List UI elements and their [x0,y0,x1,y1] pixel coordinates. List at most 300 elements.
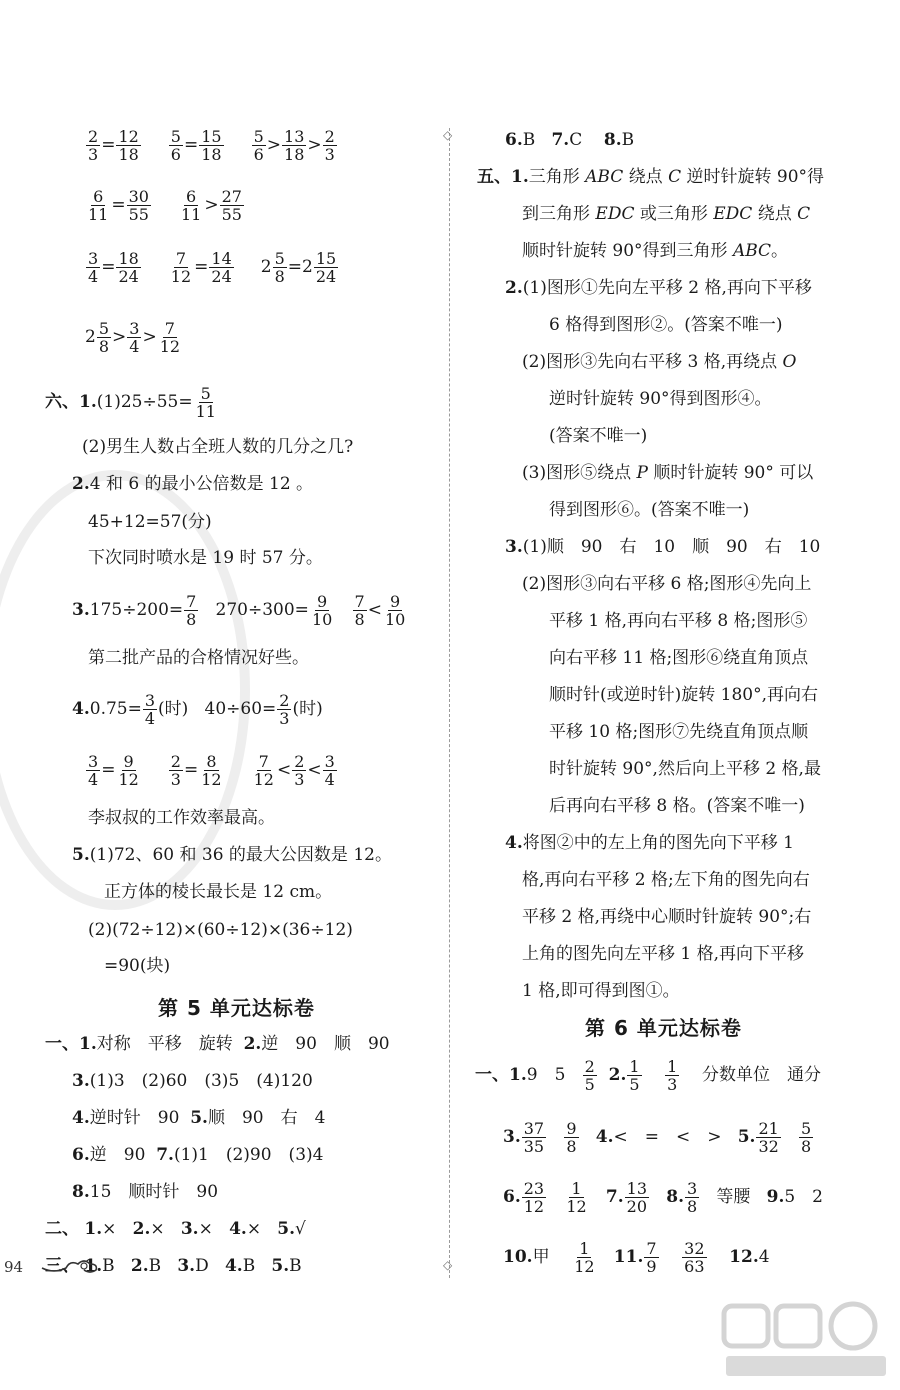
question-number: 5. [72,845,90,865]
question-number: 8. [72,1182,90,1202]
denominator: 4 [144,709,156,728]
s6-q4-line [72,692,323,727]
numerator: 15 [201,127,222,146]
denominator: 24 [211,267,232,286]
s5-q2-1a [505,276,812,300]
s6-q5-line [72,843,392,867]
question-number: 7. [551,130,570,150]
fraction [665,1058,679,1093]
numerator: 3 [144,691,156,710]
denominator: 4 [129,337,140,356]
s5-q3-2-line: 顺时针(或逆时针)旋转 180°,再向右 [549,685,819,705]
fraction [522,1120,546,1155]
fraction-expr [168,249,235,286]
u6-row-1 [475,1058,821,1093]
answer: 甲 [532,1247,550,1267]
numerator: 30 [128,187,149,206]
answer: B [102,1256,115,1276]
fraction-expr [178,187,245,224]
numerator: 5 [98,319,110,338]
numerator: 23 [523,1179,545,1198]
fraction [209,250,233,285]
question-number: 9. [766,1187,785,1207]
comparison-op: > [204,195,219,215]
cloud-ornament-icon [40,1254,103,1276]
numerator: 32 [684,1239,705,1258]
fraction [97,320,111,355]
comparison-op: = [101,135,116,155]
expr: 270÷300= [215,600,309,620]
section-label: 五、1. [477,167,529,187]
s5-q4-line: 平移 2 格,再绕中心顺时针旋转 90°;右 [522,907,812,927]
answer: × [102,1219,117,1239]
fraction [199,753,223,788]
answer: 等腰 [716,1187,751,1207]
numerator: 13 [626,1179,648,1198]
s5-q3-2-line: 平移 1 格,再向右平移 8 格;图形⑤ [549,611,808,631]
question-number: 3. [503,1127,521,1147]
numerator: 7 [175,249,187,268]
numerator: 21 [758,1119,779,1138]
denominator: 12 [118,770,139,789]
s6-q3-answer: 第二批产品的合格情况好些。 [88,648,309,668]
math-var: C [668,167,682,187]
question-number: 5. [190,1108,208,1128]
s6-q2-calc: 45+12=57(分) [88,512,212,532]
answer: 5 2 [784,1187,823,1207]
fraction [127,188,151,223]
fraction [310,593,334,628]
numerator: 27 [221,187,242,206]
fraction [252,128,266,163]
fraction [169,753,183,788]
numerator: 1 [571,1179,582,1198]
expr: 175÷200= [89,600,184,620]
numerator: 5 [170,127,181,146]
s5-q3-2-line: 后再向右平移 8 格。(答案不唯一) [549,796,805,816]
fraction [572,1240,596,1275]
fraction [116,250,140,285]
answer: B [148,1256,162,1276]
fraction-expr [251,127,338,164]
s5-q4-line: 1 格,即可得到图①。 [522,981,680,1001]
question-number: 4. [72,1108,90,1128]
fraction [158,320,182,355]
answer: < = < > [613,1127,722,1147]
fraction [682,1240,706,1275]
u5-line-3 [72,1106,325,1130]
s5-q2-1b: 6 格得到图形②。(答案不唯一) [549,315,783,335]
s6-q5-2: (2)(72÷12)×(60÷12)×(36÷12) [88,920,353,940]
numerator: 8 [206,752,217,771]
fraction-expr [168,752,225,789]
denominator: 12 [566,1197,587,1216]
section-label: 六、1. [45,392,97,412]
denominator: 20 [626,1197,648,1216]
fraction [194,385,218,420]
fraction [179,188,203,223]
question-number: 8. [603,130,622,150]
unit: (时) [292,699,323,719]
question-number: 3. [72,600,90,620]
text: 绕点 [623,167,669,187]
denominator: 55 [221,205,242,224]
math-var: ABC [585,167,624,187]
fraction-row-4 [85,320,209,355]
u5-line-2 [72,1069,313,1093]
text: 绕点 [752,204,798,224]
u5-line-5 [72,1180,218,1204]
text: 。 [771,241,789,261]
denominator: 6 [170,145,181,164]
text: 到三角形 [522,204,596,224]
r-line-678 [505,128,634,152]
numerator: 15 [315,249,337,268]
numerator: 13 [284,127,305,146]
comparison-op: = [111,195,126,215]
s5-q1-line-b [522,202,810,226]
denominator: 8 [354,610,365,629]
fraction [116,128,140,163]
s5-q1-line-c [522,239,788,263]
fraction-expr [260,249,339,286]
unit5-title: 第 5 单元达标卷 [158,996,315,1020]
question-number: 1. [84,1219,103,1239]
denominator: 8 [566,1137,577,1156]
question-number: 3. [72,1071,90,1091]
question-number: 12. [729,1247,759,1267]
numerator: 5 [253,127,264,146]
answer: B [621,130,635,150]
question-number: 2. [72,474,90,494]
answer: 对称 平移 旋转 [96,1034,233,1054]
answer: 逆时针 90 [89,1108,180,1128]
numerator: 7 [646,1239,657,1258]
comparison-op: = [183,760,199,780]
page-number: 94 [4,1258,24,1276]
u5-line-4 [72,1143,323,1167]
s5-q4-line: 格,再向右平移 2 格;左下角的图先向右 [522,870,810,890]
answer: 顺 90 右 4 [207,1108,326,1128]
question-number: 4. [229,1219,247,1239]
denominator: 8 [801,1137,812,1156]
question-number: 6. [503,1187,521,1207]
denominator: 55 [128,205,149,224]
denominator: 4 [88,267,99,286]
denominator: 11 [180,205,202,224]
question-number: 5. [271,1256,290,1276]
s5-q1-line-a [477,165,824,189]
numerator: 18 [118,249,139,268]
answer: (1)1 (2)90 (3)4 [173,1145,324,1165]
denominator: 5 [629,1075,640,1094]
fraction-expr [251,752,338,789]
section-label: 一、1. [475,1065,527,1085]
question-number: 2. [130,1256,149,1276]
math-var: P [636,463,648,483]
numerator: 6 [93,187,104,206]
denominator: 63 [684,1257,705,1276]
text: 顺时针旋转 90° 可以 [647,463,814,483]
s5-q3-2-line: 时针旋转 90°,然后向上平移 2 格,最 [549,759,821,779]
numerator: 2 [324,127,335,146]
s6-q1-expr: (1)25÷55= [96,392,193,412]
s6-q4-fraction-row [85,753,364,788]
question-number: 3. [177,1256,196,1276]
expr: 40÷60= [204,699,277,719]
answer: B [242,1256,256,1276]
denominator: 12 [574,1257,595,1276]
text: (3)图形⑤绕点 [522,463,637,483]
fraction [169,250,193,285]
math-var: O [782,352,797,372]
unit: (时) [158,699,189,719]
fraction [220,188,244,223]
fraction [143,692,157,727]
denominator: 3 [170,770,181,789]
fraction [169,128,183,163]
u6-row-2 [503,1120,814,1155]
fraction [184,593,198,628]
numerator: 1 [579,1239,590,1258]
numerator: 37 [523,1119,545,1138]
fraction [314,250,338,285]
denominator: 24 [315,267,337,286]
fraction [627,1058,641,1093]
numerator: 7 [164,319,175,338]
text: 顺时针旋转 90°得到三角形 [522,241,733,261]
answer: (1)3 (2)60 (3)5 (4)120 [89,1071,313,1091]
comparison-op: > [112,327,127,347]
s5-q3-1 [505,535,820,559]
fraction [353,593,367,628]
text: 将图②中的左上角的图先向下平移 1 [522,833,794,853]
fraction [199,128,223,163]
question-number: 1. [84,1256,103,1276]
fraction [277,692,291,727]
s6-q3-line [72,593,408,628]
whole-part: 2 [85,327,96,347]
numerator: 2 [88,127,99,146]
question-number: 10. [503,1247,533,1267]
section-label: 一、1. [45,1034,97,1054]
u5-line-1 [45,1032,390,1056]
comparison-op: > [307,135,322,155]
numerator: 7 [258,752,269,771]
answer: × [246,1219,262,1239]
fraction [564,1180,588,1215]
fraction [323,753,337,788]
s5-q3-2-line: 向右平移 11 格;图形⑥绕直角顶点 [549,648,809,668]
denominator: 35 [523,1137,545,1156]
numerator: 3 [129,319,140,338]
denominator: 8 [186,610,197,629]
u6-row-3 [503,1180,823,1215]
denominator: 12 [201,770,222,789]
text: (2)图形③先向右平移 3 格,再绕点 [522,352,783,372]
s5-q2-3b: 得到图形⑥。(答案不唯一) [549,500,750,520]
fraction-expr [85,752,142,789]
question-number: 2. [505,278,523,298]
math-var: ABC [732,241,772,261]
fraction-expr [85,249,142,286]
s6-q5-1b: 正方体的棱长最长是 12 cm。 [104,882,333,902]
u5-section-2 [45,1217,306,1241]
s5-q2-2b: 逆时针旋转 90°得到图形④。 [549,389,772,409]
denominator: 10 [384,610,406,629]
comparison-op: < [276,760,292,780]
denominator: 18 [201,145,222,164]
text: 三角形 [528,167,586,187]
answer: 4 [758,1247,770,1267]
text: (1)顺 90 右 10 顺 90 右 10 [522,537,821,557]
denominator: 8 [686,1197,698,1216]
denominator: 32 [758,1137,779,1156]
denominator: 5 [584,1075,595,1094]
numerator: 5 [801,1119,812,1138]
fraction [86,188,110,223]
text: (1)图形①先向左平移 2 格,再向下平移 [522,278,812,298]
fraction [583,1058,597,1093]
fraction-row-3 [85,250,365,285]
numerator: 2 [279,691,290,710]
fraction-expr [85,187,152,224]
s6-q4-answer: 李叔叔的工作效率最高。 [88,808,275,828]
denominator: 4 [88,770,99,789]
numerator: 7 [354,592,365,611]
whole-part: 2 [260,257,272,277]
fraction-expr [85,127,142,164]
numerator: 1 [629,1057,640,1076]
question-number: 2. [243,1034,262,1054]
numerator: 3 [686,1179,698,1198]
numerator: 9 [390,592,401,611]
denominator: 24 [118,267,139,286]
numerator: 2 [294,752,305,771]
answer: B [289,1256,302,1276]
question-number: 3. [505,537,523,557]
s5-q3-2-line: 平移 10 格;图形⑦先绕直角顶点顺 [549,722,809,742]
question-number: 4. [595,1127,614,1147]
comparison-op: = [101,257,116,277]
s6-q2-answer: 下次同时喷水是 19 时 57 分。 [88,548,323,568]
denominator: 6 [253,145,264,164]
comparison-op: > [266,135,282,155]
fraction [522,1180,546,1215]
fraction [292,753,306,788]
numerator: 3 [88,249,99,268]
numerator: 9 [566,1119,577,1138]
numerator: 9 [317,592,328,611]
fraction [383,593,407,628]
comparison-op: = [194,257,209,277]
text: 或三角形 [634,204,714,224]
question-number: 8. [666,1187,684,1207]
denominator: 8 [98,337,110,356]
s5-q2-3a [522,461,813,485]
comparison-op: > [142,327,157,347]
fraction [127,320,141,355]
fraction [756,1120,780,1155]
denominator: 12 [253,770,274,789]
numerator: 2 [170,752,181,771]
fraction [273,250,287,285]
question-number: 2. [132,1219,151,1239]
section-label: 二、 [45,1219,79,1239]
numerator: 3 [324,752,335,771]
comparison-op: =2 [287,257,313,277]
denominator: 8 [274,267,285,286]
s6-q2-text: 4 和 6 的最小公倍数是 12 。 [89,474,314,494]
answer: 9 5 [526,1065,566,1085]
s6-q5-1: (1)72、60 和 36 的最大公因数是 12。 [89,845,392,865]
denominator: 3 [324,145,335,164]
answer: 逆 90 [89,1145,146,1165]
s5-q4-line [505,831,794,855]
fraction [685,1180,699,1215]
question-number: 6. [505,130,523,150]
unit6-title: 第 6 单元达标卷 [585,1016,742,1040]
comparison-op: < [367,600,382,620]
fraction [799,1120,813,1155]
numerator: 5 [274,249,285,268]
expr: 0.75= [89,699,142,719]
denominator: 3 [294,770,305,789]
answer: D [195,1256,209,1276]
fraction [564,1120,578,1155]
denominator: 3 [279,709,290,728]
s6-q1-2: (2)男生人数占全班人数的几分之几? [82,437,354,457]
question-number: 5. [277,1219,296,1239]
math-var: EDC [595,204,635,224]
numerator: 14 [211,249,232,268]
question-number: 4. [505,833,523,853]
numerator: 1 [667,1057,678,1076]
answer: 15 顺时针 90 [89,1182,219,1202]
column-divider [449,128,450,1278]
fraction [86,128,100,163]
text: 逆时针旋转 90°得 [681,167,825,187]
question-number: 6. [72,1145,90,1165]
s5-q2-2a [522,350,796,374]
numerator: 3 [88,752,99,771]
fraction [86,753,100,788]
math-var: C [797,204,811,224]
fraction-row-1 [85,128,364,163]
fraction [625,1180,649,1215]
numerator: 2 [584,1057,595,1076]
answer: C [569,130,583,150]
comparison-op: = [101,760,116,780]
numerator: 7 [186,592,197,611]
s6-q2-line [72,472,313,496]
question-number: 2. [608,1065,627,1085]
comparison-op: < [307,760,322,780]
math-var: EDC [713,204,753,224]
numerator: 5 [200,384,211,403]
denominator: 12 [159,337,181,356]
denominator: 18 [118,145,139,164]
denominator: 4 [324,770,335,789]
answer: × [150,1219,165,1239]
denominator: 11 [88,205,109,224]
s6-q5-2b: =90(块) [104,956,171,976]
divider-ornament-bottom-icon: ◇ [443,1258,453,1272]
watermark-stamp-logo [718,1300,896,1382]
fraction [86,250,100,285]
question-number: 7. [605,1187,624,1207]
denominator: 3 [667,1075,678,1094]
